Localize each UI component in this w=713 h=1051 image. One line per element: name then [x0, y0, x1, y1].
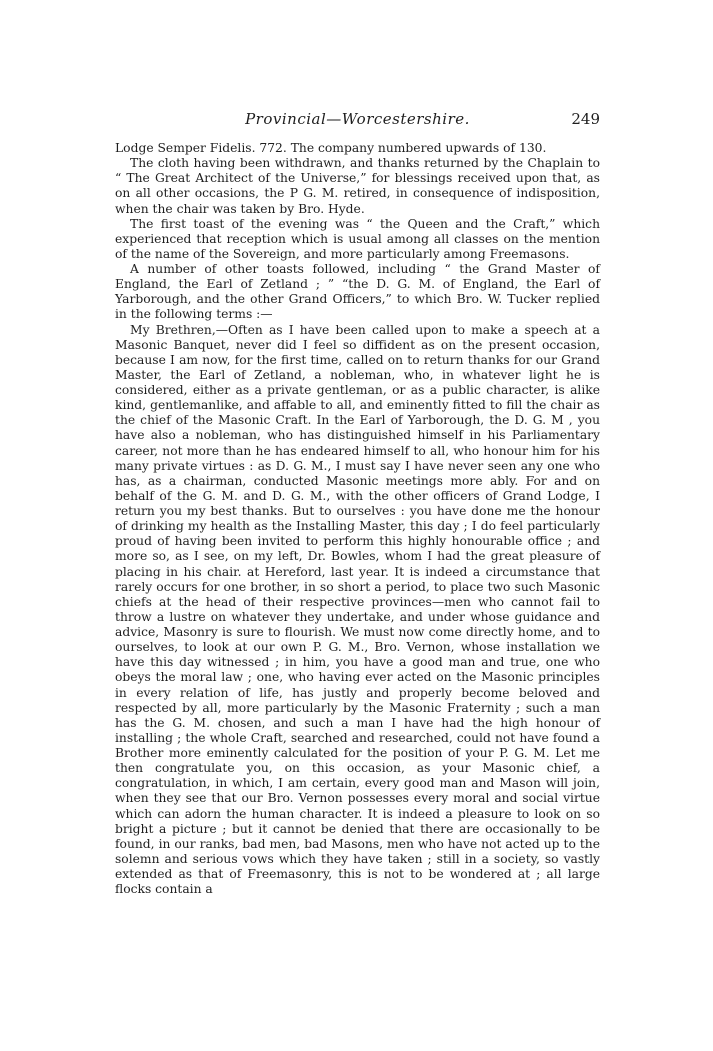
running-title: Provincial—Worcestershire. [245, 110, 470, 128]
paragraph-first-toast: The first toast of the evening was “ the Queen and the Craft,” which experienced that reception which is usual among all classes on the mention of the name of the Sovereign, and more particularly among Freemasons. [115, 216, 600, 261]
page-number: 249 [571, 110, 600, 128]
paragraph-cloth-withdrawn: The cloth having been withdrawn, and thanks returned by the Chaplain to “ The Great Architect of the Universe,” for blessings received upon that, as on all other occasions, the P G. M. retired, in consequence of indisposition, when the chair was taken by Bro. Hyde. [115, 156, 600, 216]
body-text [115, 141, 600, 897]
paragraph-speech: My Brethren,—Often as I have been called upon to make a speech at a Masonic Banquet, never did I feel so diffident as on the present occasion, because I am now, for the first time, called on to return thanks for our Grand Master, the Earl of Zetland, a nobleman, who, in whatever light he is considered, either as a private gentleman, or as a public character, is alike kind, gentlemanlike, and affable to all, and eminently fitted to fill the chair as the chief of the Masonic Craft. In the Earl of Yarborough, the D. G. M , you have also a nobleman, who has distinguished himself in his Parliamentary career, not more than he has endeared himself to all, who honour him for his many private virtues : as D. G. M., I must say I have never seen any one who has, as a chairman, conducted Masonic meetings more ably. For and on behalf of the G. M. and D. G. M., with the other officers of Grand Lodge, I return you my best thanks. But to ourselves : you have done me the honour of drinking my health as the Installing Master, this day ; I do feel particularly proud of having been invited to perform this highly honourable office ; and more so, as I see, on my left, Dr. Bowles, whom I had the great pleasure of placing in his chair. at Hereford, last year. It is indeed a circumstance that rarely occurs for one brother, in so short a period, to place two such Masonic chiefs at the head of their respective provinces—men who cannot fail to throw a lustre on whatever they undertake, and under whose guidance and advice, Masonry is sure to flourish. We must now come directly home, and to ourselves, to look at our own P. G. M., Bro. Vernon, whose installation we have this day witnessed ; in him, you have a good man and true, one who obeys the moral law ; one, who having ever acted on the Masonic principles in every relation of life, has justly and properly become beloved and respected by all, more particularly by the Masonic Fraternity ; such a man has the G. M. chosen, and such a man I have had the high honour of installing ; the whole Craft, searched and researched, could not have found a Brother more eminently calculated for the position of your P. G. M. Let me then congratulate you, on this occasion, as your Masonic chief, a congratulation, in which, I am certain, every good man and Mason will join, when they see that our Bro. Vernon possesses every moral and social virtue which can adorn the human character. It is indeed a pleasure to look on so bright a picture ; but it cannot be denied that there are occasionally to be found, in our ranks, bad men, bad Masons, men who have not acted up to the solemn and serious vows which they have taken ; still in a society, so vastly extended as that of Freemasonry, this is not to be wondered at ; all large flocks contain a [115, 322, 600, 897]
paragraph-other-toasts: A number of other toasts followed, including “ the Grand Master of England, the Earl of Zetland ; ” “the D. G. M. of England, the Earl of Yarborough, and the other Grand Officers,” to which Bro. W. Tucker replied in the following terms :— [115, 262, 600, 322]
page-header [115, 108, 600, 130]
paragraph-lodge-continuation: Lodge Semper Fidelis. 772. The company numbered upwards of 130. [115, 141, 547, 155]
